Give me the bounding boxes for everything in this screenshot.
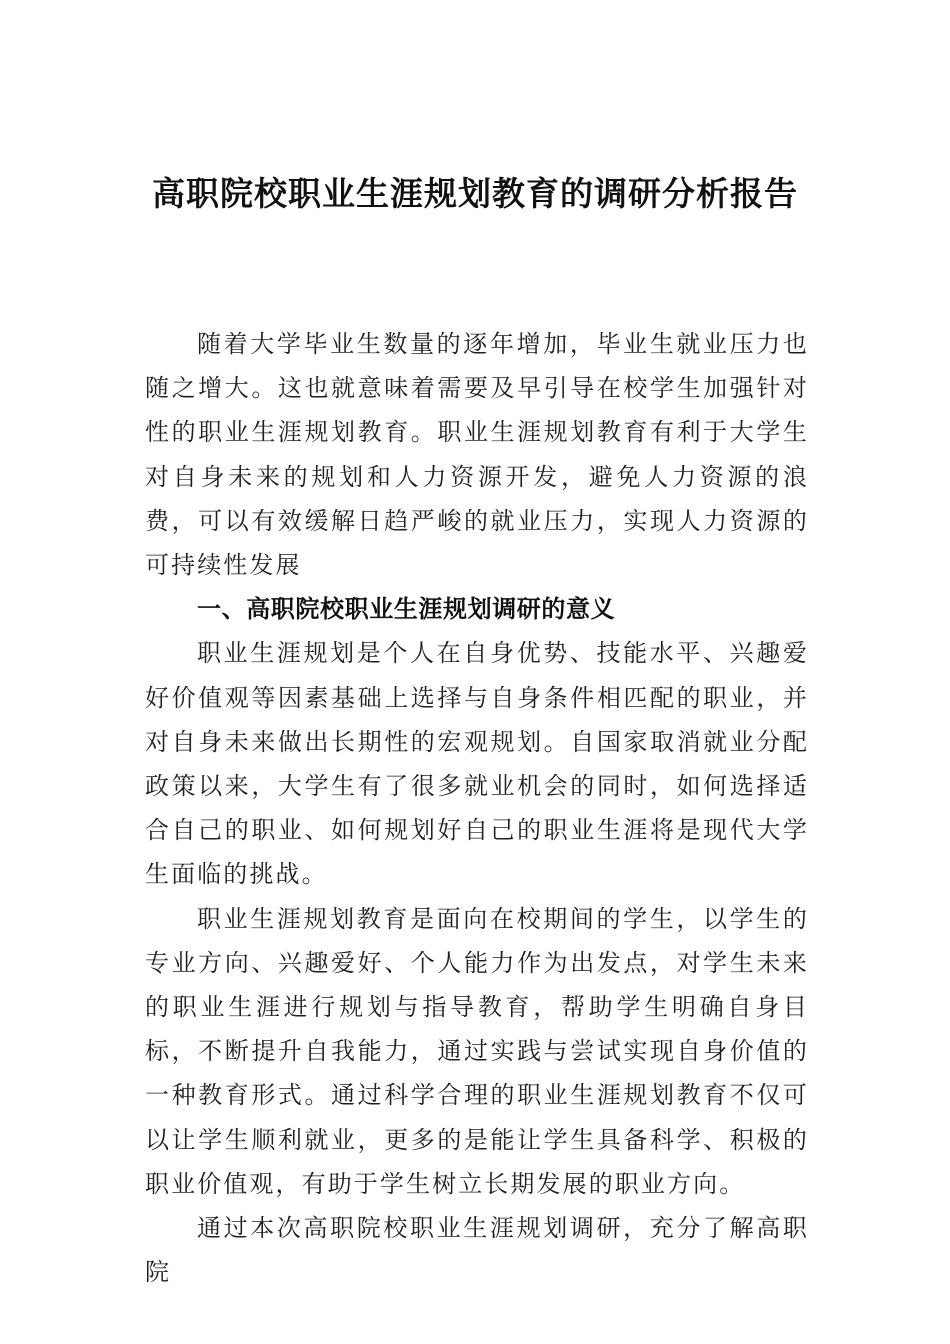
- paragraph-3: 通过本次高职院校职业生涯规划调研，充分了解高职院: [145, 1214, 809, 1287]
- paragraph-1: 职业生涯规划是个人在自身优势、技能水平、兴趣爱好价值观等因素基础上选择与自身条件相匹配的职业，并对自身未来做出长期性的宏观规划。自国家取消就业分配政策以来，大学生有了很多就业机会的同时，如何选择适合自己的职业、如何规划好自己的职业生涯将是现代大学生面临的挑战。: [145, 639, 809, 889]
- intro-paragraph: 随着大学毕业生数量的逐年增加，毕业生就业压力也随之增大。这也就意味着需要及早引导在校学生加强针对性的职业生涯规划教育。职业生涯规划教育有利于大学生对自身未来的规划和人力资源开发，避免人力资源的浪费，可以有效缓解日趋严峻的就业压力，实现人力资源的可持续性发展: [145, 330, 809, 580]
- document-title: 高职院校职业生涯规划教育的调研分析报告: [152, 174, 798, 213]
- section-heading-1: 一、高职院校职业生涯规划调研的意义: [197, 595, 616, 624]
- document-body: [145, 322, 809, 1294]
- paragraph-2: 职业生涯规划教育是面向在校期间的学生，以学生的专业方向、兴趣爱好、个人能力作为出发点，对学生未来的职业生涯进行规划与指导教育，帮助学生明确自身目标，不断提升自我能力，通过实践与尝试实现自身价值的一种教育形式。通过科学合理的职业生涯规划教育不仅可以让学生顺利就业，更多的是能让学生具备科学、积极的职业价值观，有助于学生树立长期发展的职业方向。: [145, 904, 809, 1198]
